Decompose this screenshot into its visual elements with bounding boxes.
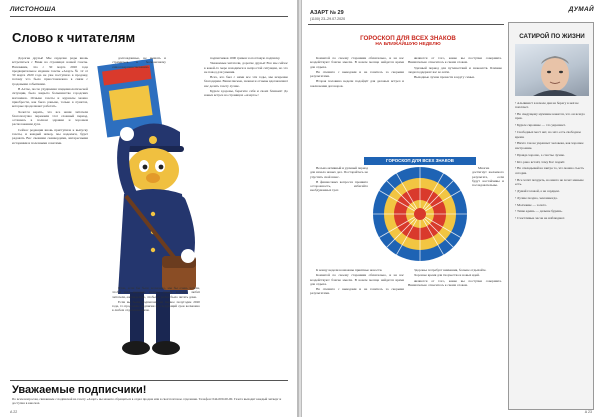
text-column-4 bbox=[472, 166, 504, 264]
paragraph: Уважаемые читатели, дорогие друзья! Все мы сейчас в какой-то мере находимся в непростой ситуации, но это не повод для уныния. bbox=[204, 61, 288, 74]
paragraph: Будьте здоровы, берегите себя и своих близких! До новых встреч на страницах «Азарта»! bbox=[204, 89, 288, 98]
page-headline: Слово к читателям bbox=[12, 30, 136, 45]
horoscope-banner: ГОРОСКОП ДЛЯ ВСЕХ ЗНАКОВ bbox=[364, 157, 476, 165]
paragraph: являются от того, какие вы поступки совершите. Внимательно отнеситесь к своим словам. bbox=[408, 56, 502, 65]
section-rubric: ЛИСТОНОША bbox=[10, 6, 57, 13]
text-column-3 bbox=[204, 56, 288, 376]
paragraph: Выходные лучше провести в кругу семьи. bbox=[414, 75, 475, 80]
paragraph: Не спешите с выводами и не гонитесь за скорыми результатами. bbox=[310, 287, 404, 296]
footer-rule bbox=[10, 380, 288, 381]
horoscope-subtitle: НА БЛИЖАЙШУЮ НЕДЕЛЮ bbox=[375, 42, 441, 47]
paragraph: Всех, кто был с нами все эти годы, мы искренне благодарим. Ваши письма, звонки и отзывы вдохновляют нас делать газету лучше. bbox=[204, 75, 288, 88]
header-rule bbox=[10, 16, 288, 17]
list-item: • Альпинист в начале дня на берегу в неё не поплачет. bbox=[515, 101, 579, 110]
issue-date: (1100) 23–29.07.2020 bbox=[310, 17, 346, 21]
list-item: • Кто рано встаёт, тому Бог подаёт. bbox=[515, 159, 566, 164]
paragraph: Хорошее время для творчества и новых идей. bbox=[414, 273, 480, 278]
list-item: • Думай головой, а не сердцем. bbox=[515, 188, 560, 193]
page-number: A 23 bbox=[584, 410, 592, 414]
horoscope-title: ГОРОСКОП ДЛЯ ВСЕХ ЗНАКОВ bbox=[360, 35, 456, 42]
list-item: • Свободных мест нет, но зато есть свободное время. bbox=[515, 130, 582, 139]
list-item: • Лучше поздно, чем никогда. bbox=[515, 195, 558, 200]
paragraph: К концу недели возможны приятные новости. bbox=[316, 268, 383, 272]
list-item: • Тише едешь — дальше будешь. bbox=[515, 209, 563, 214]
paragraph: являются от того, какие вы поступки совершите. Внимательно отнеситесь к своим словам. bbox=[408, 278, 502, 287]
subscribers-heading: Уважаемые подписчики! bbox=[12, 384, 147, 396]
left-page bbox=[0, 0, 298, 417]
paragraph: Вторая половина недели подойдёт для деловых встреч и заключения договоров. bbox=[310, 79, 404, 88]
portrait-photo bbox=[515, 44, 589, 96]
paragraph: Дорогие друзья! Мы сердечно рады вновь встретиться с Вами на страницах нашей газеты. Напомним, что с 30 марта 2020 года предварительное издание газеты «Азарт» № 12 от 30 марта 2020 года не уже поступило в продажу, потому что было приостановлено в связи с градовыми событиями. bbox=[12, 56, 88, 86]
paragraph: Удачный период для путешествий и знакомств. Близкие люди поддержат вас во всём. bbox=[408, 65, 502, 74]
paragraph: В финансовых вопросах проявите осторожность, избегайте необдуманных трат. bbox=[310, 179, 368, 193]
text-column-1 bbox=[310, 56, 404, 156]
paragraph: подписчиков 1000 гривен за почтовую подписку. bbox=[210, 56, 281, 60]
text-column-6 bbox=[408, 268, 502, 404]
list-item: • Счастливые часов не наблюдают. bbox=[515, 216, 565, 221]
text-column-1 bbox=[12, 56, 88, 376]
paragraph: Многие достигнут желаемого результата, если будут настойчивы и последовательны. bbox=[472, 166, 504, 188]
paragraph: Хочется верить, что все наши читатели благополучно пережили этот сложный период, оставаясь в полном здравии и хорошем расположении духа. bbox=[12, 109, 88, 127]
issue-number: АЗАРТ № 29 bbox=[310, 10, 344, 16]
list-item: • Ничто так не украшает человека, как хорошее настроение. bbox=[515, 141, 584, 150]
text-column-2 bbox=[112, 286, 200, 376]
list-item: • Не откладывай на завтра то, что можно съесть сегодня. bbox=[515, 166, 584, 175]
paragraph: Если вы были подписаны на первое полугодие 2020 года, то продление подписки на следующий срок возможно в любом отделении связи. bbox=[112, 299, 200, 313]
sidebar-title: САТИРОЙ ПО ЖИЗНИ bbox=[519, 33, 585, 40]
paragraph: Сейчас редакция вновь приступила к выпуску газеты, и каждый номер, мы надеемся, будет радовать Вас свежими сканвордами, интересными историями и полезными советами. bbox=[12, 127, 88, 145]
paragraph: Здоровье потребует внимания, больше отдыхайте. bbox=[414, 268, 487, 272]
author-portrait-image bbox=[515, 44, 589, 96]
text-column-5 bbox=[310, 268, 404, 404]
zodiac-wheel-image bbox=[372, 166, 468, 262]
section-rubric: ДУМАЙ bbox=[568, 6, 594, 13]
list-item: • Все хотят похудеть, но никто не хочет меньше есть. bbox=[515, 177, 584, 186]
list-item: • Будьте скромнее — это украшает. bbox=[515, 123, 566, 128]
paragraph: Итак, если бы было возможно, мы бы очень хотели, чтобы наш издатель издавал газету, которую любят читатели, еженедельно, чтобы её уютно было читать дома. bbox=[112, 286, 200, 299]
text-column-2-top bbox=[112, 56, 166, 100]
paragraph: Не спешите с выводами и не гонитесь за скорыми результатами. bbox=[310, 69, 404, 79]
page-number: A 22 bbox=[10, 410, 18, 414]
list-item: • Не сведущему мужчине кажется, что он всегда прав. bbox=[515, 112, 585, 121]
right-page bbox=[302, 0, 600, 417]
list-item: • Правда хорошо, а счастье лучше. bbox=[515, 152, 565, 157]
paragraph: долгожданные, не мешать и стремиться к бесконечному самосовершенствованию. bbox=[112, 56, 166, 69]
text-column-3 bbox=[310, 166, 368, 264]
paragraph: Комнатой по своему стараниям обязательно, и на вас воздействуют благие мысли. В новом месяце найдется время для отдыха. bbox=[310, 273, 404, 286]
satire-sidebar bbox=[508, 22, 594, 410]
paragraph: Весьма активный и удачный период для начала новых дел. Постарайтесь не упустить свой шанс. bbox=[310, 166, 368, 179]
header-rule bbox=[308, 24, 504, 25]
text-column-2 bbox=[408, 56, 502, 156]
list-item: • Молчание — золото. bbox=[515, 202, 548, 207]
satire-list bbox=[515, 101, 591, 405]
paragraph: В Алтае, после ухудшения эпидемиологической ситуации, было закрыто большинство городских магазинов. Отныне газеты и журналы можно приобрести, как было раньше, только в пунктах, которые продолжают работать. bbox=[12, 87, 88, 109]
subscribers-text: По всем вопросам, связанным с подпиской на газету «Азарт» вы можете обращаться в отдел продаж или в своё почтовое отделение. Телефон: 044-000-00-00. Газета выходит каждый четверг и доступна в киосках. bbox=[12, 397, 282, 406]
paragraph: Комнатой по своему стараниям обязательно, и на вас воздействуют благие мысли. В новом месяце найдется время для отдыха. bbox=[310, 56, 404, 69]
